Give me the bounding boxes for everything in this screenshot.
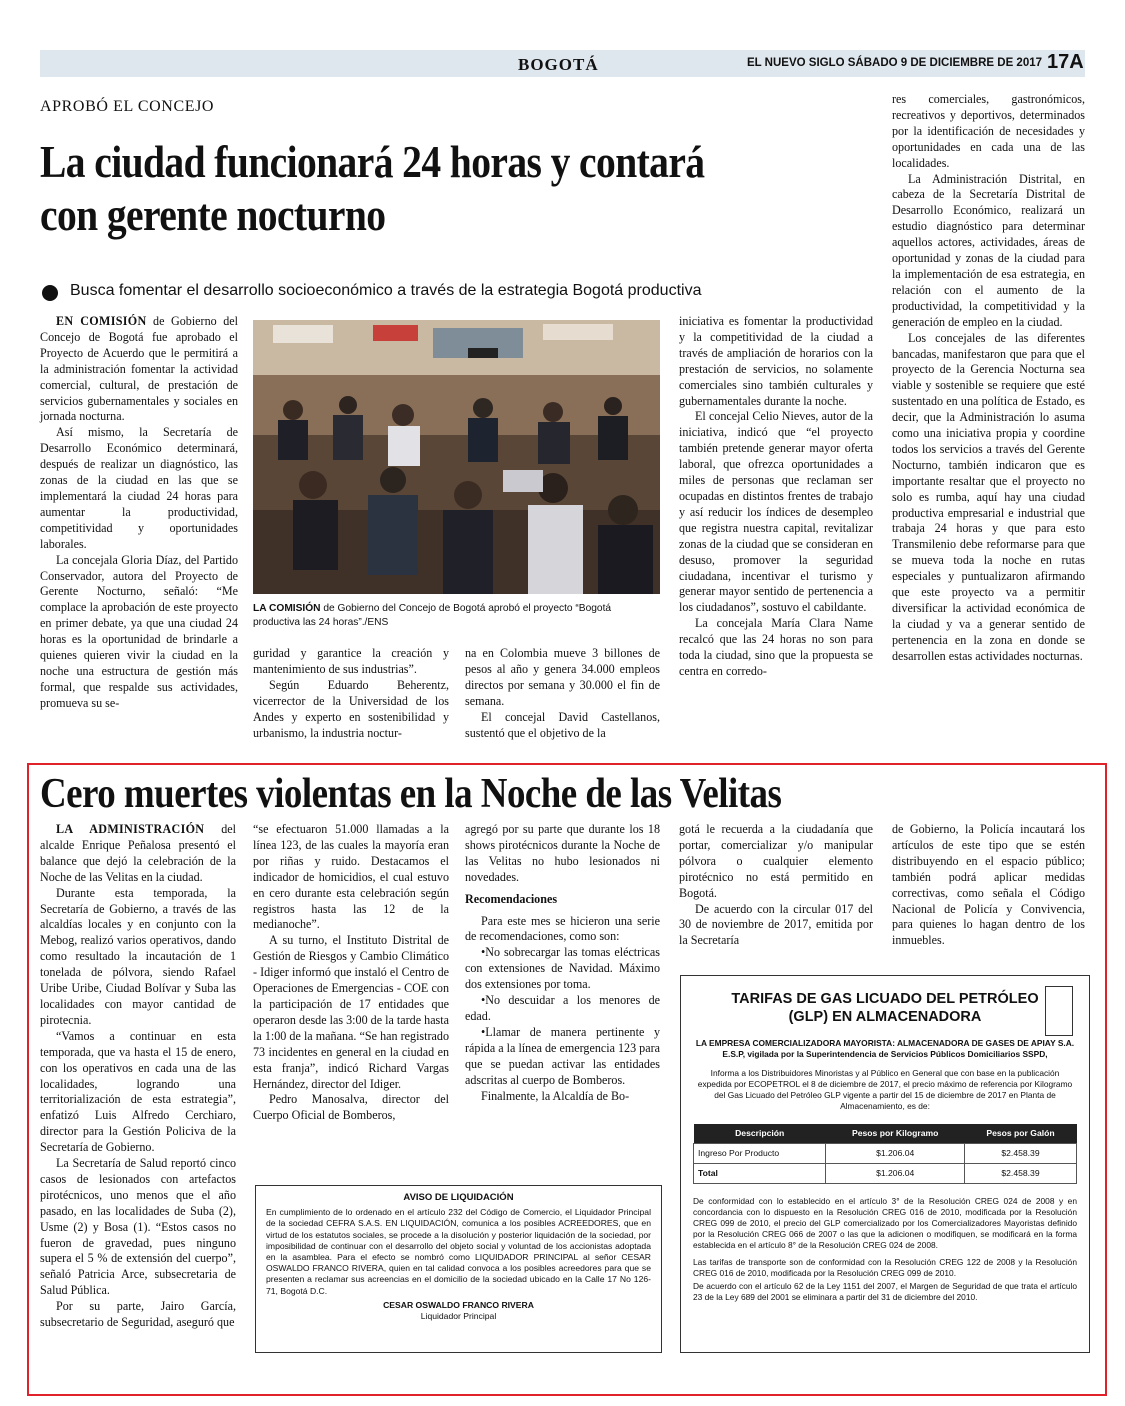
paragraph: gotá le recuerda a la ciudadanía que portar, comercializar y/o manipular pólvora o cualquier elemento pirotécnico no está permitido en Bogotá.	[679, 822, 873, 900]
story1-column-3	[465, 646, 660, 741]
story2-column-2	[253, 822, 449, 1124]
paragraph: Por su parte, Jairo García, subsecretario de Seguridad, aseguró que	[40, 1299, 236, 1330]
paragraph: Finalmente, la Alcaldía de Bo-	[481, 1088, 630, 1103]
story2-column-5	[892, 822, 1085, 949]
story2-column-3	[465, 822, 660, 1104]
page-number: 17A	[1047, 51, 1084, 73]
story2-column-4	[679, 822, 873, 949]
paragraph: La concejala Gloria Díaz, del Partido Conservador, autora del Proyecto de Gerente Nocturno, señaló: “Me complace la aprobación de este proyecto en primer debate, ya que una ciudad 24 horas es la oportunidad de brindarle a quienes quieren vivir la ciudad en la noche una estructura de gestión más formal, que respalde sus actividades, promueva su se-	[40, 552, 238, 710]
paragraph: Así mismo, la Secretaría de Desarrollo Económico determinará, después de realizar un diagnóstico, las zonas de la ciudad en las que se implementará la ciudad 24 horas para aumentar la productividad, competitividad y oportunidades laborales.	[40, 425, 238, 551]
story1-column-1	[40, 314, 238, 712]
paragraph: Según Eduardo Beherentz, vicerrector de la Universidad de los Andes y experto en sostenibilidad y urbanismo, la industria noctur-	[253, 677, 449, 740]
lead-in: EN COMISIÓN	[56, 314, 147, 328]
story1-column-4	[679, 314, 873, 680]
photo-caption	[253, 602, 660, 630]
story2-column-1	[40, 822, 236, 1331]
paragraph: Los concejales de las diferentes bancadas, manifestaron que para que el proyecto de la Gerencia Nocturna sea viable y sostenible se requiere que esté sustentado en una política de Estado, es decir, que la Administración lo asuma como una iniciativa propia y coordine todos los servicios a través del Gerente Nocturno, también indicaron que es importante resaltar que el proyecto no solo es rumba, aquí hay una ciudad productiva empresarial e industrial que trabaja 24 horas y que para esto Transmilenio debe reformarse para que se mueva toda la noche en rutas especiales y puntualizaron afirmando que este proyecto va a permitir diversificar la actividad económica de la ciudad y va a generar sentido de pertenencia en la zona en donde se desarrollen estas actividades nocturnas.	[892, 330, 1085, 663]
caption-lead: LA COMISIÓN	[253, 603, 321, 614]
paragraph: de Gobierno del Concejo de Bogotá fue aprobado el Proyecto de Acuerdo que le permitirá a la administración fomentar la actividad comercial, cultural, de prestación de servicios gubernamentales y sociales en jornada nocturna.	[40, 314, 238, 424]
paragraph: iniciativa es fomentar la productividad y la competitividad de la ciudad a través de ampliación de horarios con la prestación de servicios, no solamente comerciales sino también culturales y gubernamentales durante la noche.	[679, 314, 873, 408]
secondary-headline: Cero muertes violentas en la Noche de las Velitas	[40, 771, 782, 817]
caption-text: de Gobierno del Concejo de Bogotá aprobó el proyecto “Bogotá productiva las 24 horas”./ENS	[253, 603, 612, 628]
paragraph: El concejal David Castellanos, sustentó que el objetivo de la	[465, 709, 660, 740]
tariff-paragraph: Las tarifas de transporte son de conformidad con la Resolución CREG 122 de 2008 y la Resolución CREG 016 de 2010, modificada por la Resolución CREG 099 de 2010.	[693, 1257, 1077, 1278]
paragraph: “se efectuaron 51.000 llamadas a la línea 123, de las cuales la mayoría eran por riñas y ruido. Destacamos el indicador de homicidios, el cual estuvo en cero durante esta celebración según registros hasta las 12 de la medianoche”.	[253, 822, 449, 932]
tariff-title-line-2: (GLP) EN ALMACENADORA	[788, 1009, 982, 1025]
paragraph: de Gobierno, la Policía incautará los artículos de este tipo que se estén distribuyendo en el espacio público; también podrá aplicar medidas correctivas, como señala el Código Nacional de Policía y Convivencia, para quienes lo hagan dentro de los inmuebles.	[892, 822, 1085, 948]
table-cell: Total	[694, 1164, 826, 1184]
paragraph: guridad y garantice la creación y mantenimiento de sus industrias”.	[253, 646, 449, 676]
list-item: •No descuidar a los menores de edad.	[465, 993, 660, 1023]
paragraph: agregó por su parte que durante los 18 shows pirotécnicos durante la Noche de las Velitas no hubo lesionados ni novedades.	[465, 822, 660, 884]
tariff-title-line-1: TARIFAS DE GAS LICUADO DEL PETRÓLEO	[731, 991, 1039, 1007]
tariff-paragraph: De acuerdo con el artículo 62 de la Ley 1151 del 2007, el Margen de Seguridad de que trata el artículo 23 de la Ley 689 del 2001 se eliminara a partir del 31 de diciembre del 2010.	[693, 1281, 1077, 1302]
table-cell: $1.206.04	[826, 1144, 965, 1164]
paragraph: El concejal Celio Nieves, autor de la iniciativa, indicó que “el proyecto también pretende generar mayor oferta laboral, que ofrezca oportunidades a miles de personas que reclaman ser ocupadas en distintos frentes de trabajo y así reducir los índices de desempleo que registra nuestra capital, revitalizar zonas de la ciudad que se consideran en desuso, promover la seguridad ciudadana, incentivar el turismo y generar mayor sentido de pertenencia a los ciudadanos”, sostuvo el cabildante.	[679, 409, 873, 615]
notice-signer-role: Liquidador Principal	[420, 1311, 497, 1322]
tariff-intro: Informa a los Distribuidores Minoristas y al Público en General que con base en la publicación expedida por ECOPETROL el 8 de diciembre de 2017, el precio máximo de referencia por Kilogramo del Gas Licuado del Petróleo GLP vigente a partir del 15 de diciembre de 2017 en Planta de Almacenamiento, es de:	[697, 1068, 1073, 1111]
list-item: •Llamar de manera pertinente y rápida a la línea de emergencia 123 para que se puedan activar las entidades adscritas al cuerpo de Bomberos.	[465, 1024, 660, 1087]
paragraph: Para este mes se hicieron una serie de recomendaciones, como son:	[465, 913, 660, 944]
table-header: Pesos por Galón	[965, 1124, 1077, 1144]
liquidation-notice	[255, 1185, 662, 1353]
main-headline: La ciudad funcionará 24 horas y contará con gerente nocturno	[40, 136, 705, 240]
gas-tariff-notice	[680, 975, 1090, 1353]
story1-column-5	[892, 92, 1085, 665]
issue-date: EL NUEVO SIGLO SÁBADO 9 DE DICIEMBRE DE 2017	[747, 57, 1043, 69]
section-name: BOGOTÁ	[518, 55, 599, 74]
paragraph: Durante esta temporada, la Secretaría de Gobierno, a través de las alcaldías locales y en conjunto con la Mebog, realizó varios operativos, dando como resultado la incautación de 1 tonelada de pólvora, siendo Rafael Uribe Uribe, Ciudad Bolívar y Suba las localidades con mayor cantidad de pirotecnia.	[40, 885, 236, 1027]
notice-signer: CESAR OSWALDO FRANCO RIVERA	[383, 1299, 534, 1310]
story-subhead: Busca fomentar el desarrollo socioeconómico a través de la estrategia Bogotá productiva	[70, 282, 702, 299]
table-cell: $2.458.39	[965, 1164, 1077, 1184]
story-kicker: APROBÓ EL CONCEJO	[40, 98, 215, 115]
table-cell: $2.458.39	[965, 1144, 1077, 1164]
tariff-paragraph: De conformidad con lo establecido en el artículo 3° de la Resolución CREG 024 de 2008 y en concordancia con lo dispuesto en la Resolución CREG 016 de 2010, modificada por la Resolución CREG 099 de 2010, el precio del GLP comercializado por los Comercializadores Mayoristas definido por la Resolución CREG 066 de 2007 o las que la adicionen o modifiquen, se modificará en la forma establecida en el artículo 8° de la Resolución CREG 024 de 2008.	[693, 1196, 1077, 1250]
notice-body: En cumplimiento de lo ordenado en el artículo 232 del Código de Comercio, el Liquidador Principal de la sociedad CEFRA S.A.S. EN LIQUIDACIÓN, comunica a los posibles ACREEDORES, que en virtud de los estatutos sociales, se procede a la disolución y posterior liquidación de la sociedad, por imposibilidad de continuar con el desarrollo del objeto social y voluntad de los accionistas adoptada en la asamblea. Para el efecto se nombró como LIQUIDADOR PRINCIPAL al señor CESAR OSWALDO FRANCO RIVERA, quien en tal calidad convoca a los posibles acreedores para que se presenten a reclamar sus acreencias en el domicilio de la sociedad ubicado en la Calle 17 No 126-71, Bogotá D.C.	[266, 1207, 651, 1296]
table-row	[694, 1144, 1077, 1164]
table-cell: Ingreso Por Producto	[694, 1144, 826, 1164]
table-row	[694, 1164, 1077, 1184]
paragraph: del alcalde Enrique Peñalosa presentó el balance que dejó la celebración de la Noche de las Velitas en la ciudad.	[40, 822, 236, 884]
paragraph: A su turno, el Instituto Distrital de Gestión de Riesgos y Cambio Climático - Idiger informó que instaló el Centro de Operaciones de Emergencias - COE con la participación de 17 entidades que operaron desde las 3:00 de la tarde hasta la 1:00 de la mañana. “Se han registrado 73 incidentes en general en la ciudad en esta franja”, indicó Richard Vargas Hernández, director del Idiger.	[253, 933, 449, 1091]
council-session-photo	[253, 320, 660, 594]
paragraph: res comerciales, gastronómicos, recreativos y deportivos, determinados por la identificación de necesidades y oportunidades en cada una de las localidades.	[892, 92, 1085, 170]
paragraph: La Secretaría de Salud reportó cinco casos de lesionados con artefactos pirotécnicos, uno menos que el año pasado, en las localidades de Suba (2), Usme (2) y Bosa (1). “Estos casos no fueron de gravedad, pues ninguno supera el 5 % de extensión del cuerpo”, señaló Patricia Arce, subsecretaria de Salud Pública.	[40, 1156, 236, 1298]
paragraph: La Administración Distrital, en cabeza de la Secretaría Distrital de Desarrollo Económico, realizará un estudio diagnóstico para determinar aquellos actores, actividades, áreas de oportunidad y zonas de la ciudad para la implementación de esa estrategia, en relación con el aumento de la productividad, la competitividad y la generación de empleo en la ciudad.	[892, 171, 1085, 329]
table-header: Descripción	[694, 1124, 826, 1144]
news-photo	[253, 320, 660, 594]
table-header: Pesos por Kilogramo	[826, 1124, 965, 1144]
tariff-table	[693, 1124, 1077, 1184]
lead-in: LA ADMINISTRACIÓN	[56, 822, 205, 836]
sspd-seal-icon	[1045, 986, 1073, 1036]
tariff-company: LA EMPRESA COMERCIALIZADORA MAYORISTA: ALMACENADORA DE GASES DE APIAY S.A. E.S.P, vigilada por la Superintendencia de Servicios Públicos Domiciliarios SSPD,	[695, 1038, 1075, 1059]
paragraph: na en Colombia mueve 3 billones de pesos al año y genera 34.000 empleos directos por semana y 30.000 el fin de semana.	[465, 646, 660, 708]
bullet-icon	[42, 285, 58, 301]
subsection-heading: Recomendaciones	[465, 891, 558, 906]
story1-column-2	[253, 646, 449, 741]
paragraph: La concejala María Clara Name recalcó que las 24 horas no son para toda la ciudad, sino que la propuesta se centra en corredo-	[679, 616, 873, 678]
list-item: •No sobrecargar las tomas eléctricas con extensiones de Navidad. Máximo dos extensiones por toma.	[465, 945, 660, 992]
paragraph: “Vamos a continuar en esta temporada, que va hasta el 15 de enero, con los operativos en cada una de las localidades, logrando una territorialización de esta estrategia”, enfatizó Luis Alfredo Cerchiaro, director para la Gestión Policiva de la Secretaría de Gobierno.	[40, 1028, 236, 1155]
table-cell: $1.206.04	[826, 1164, 965, 1184]
paragraph: Pedro Manosalva, director del Cuerpo Oficial de Bomberos,	[253, 1092, 449, 1123]
notice-title: AVISO DE LIQUIDACIÓN	[403, 1192, 514, 1203]
paragraph: De acuerdo con la circular 017 del 30 de noviembre de 2017, emitida por la Secretaría	[679, 901, 873, 948]
